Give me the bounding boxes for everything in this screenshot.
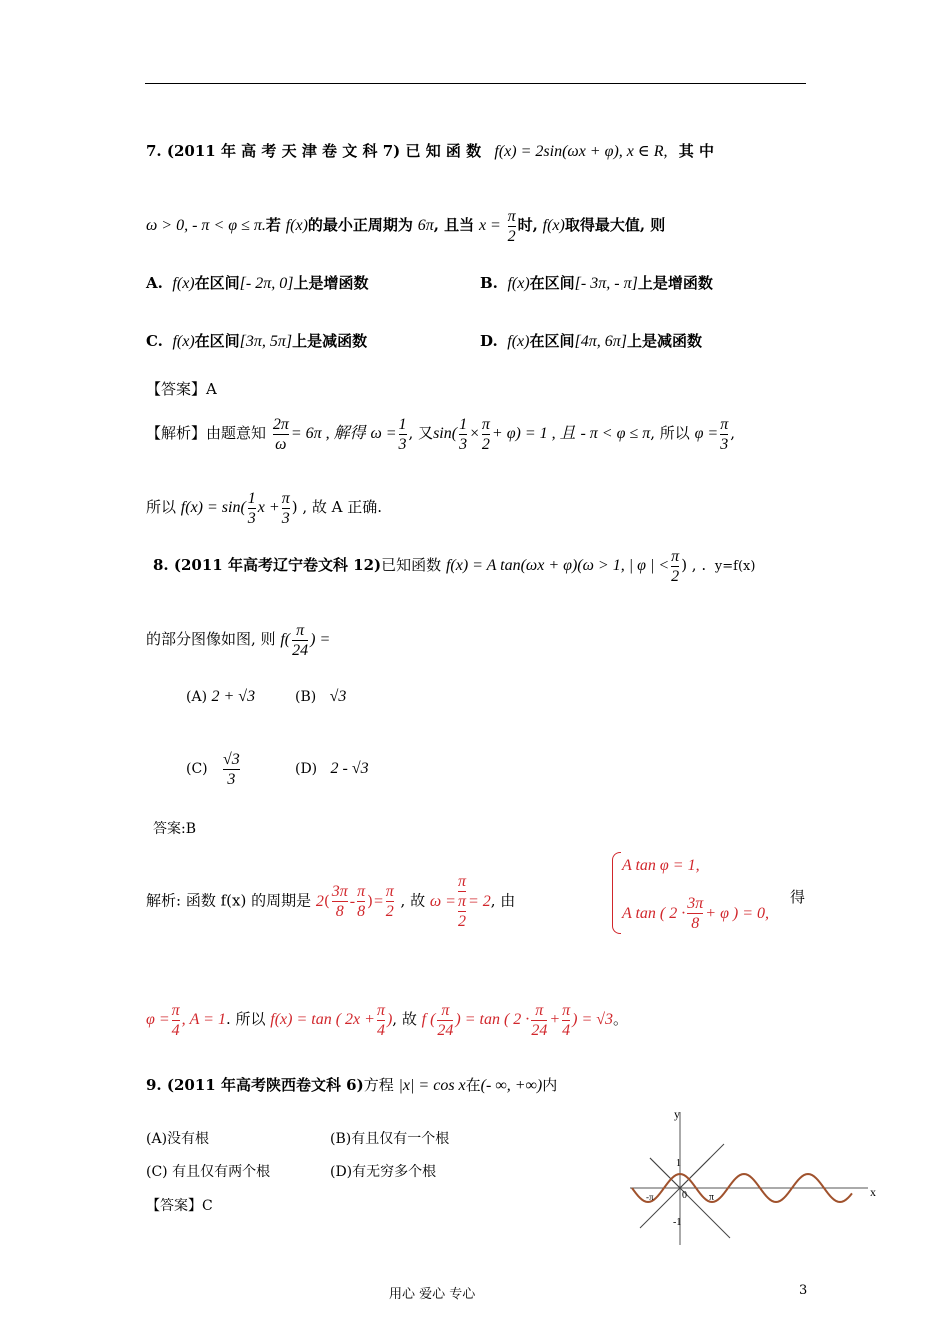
q8-option-c: (C) $\frac{√3}{3}$: [186, 750, 240, 788]
q7-option-b: B. f(x)在区间[- 3π, - π]上是增函数: [480, 274, 713, 292]
q7-solution-cont: 所以 f(x) = sin( $\frac{1}{3}$ x + $\frac{\pi}{3}$ ) , 故 A 正确.: [146, 489, 383, 527]
q9-graph: [620, 1100, 890, 1250]
y-axis-label: y: [674, 1107, 680, 1121]
q7-condition-line: ω > 0, - π < φ ≤ π.若 f(x)的最小正周期为 6π, 且当 x = $\frac{\pi}{2}$ 时, f(x)取得最大值, 则: [146, 207, 666, 245]
q8-header: 8. (2011 年高考辽宁卷文科 12)已知函数 f(x) = A tan(ωx + φ)(ω > 1, | φ | < $\frac{\pi}{2}$ ) , . y=f(x): [153, 547, 756, 585]
page-number: 3: [799, 1283, 808, 1298]
q9-option-d: (D)有无穷多个根: [330, 1164, 437, 1180]
system-eq-1: A tan φ = 1,: [622, 857, 700, 874]
q8-solution-cont: φ = $\frac{\pi}{4}$ , A = 1. 所以 f(x) = tan ( 2x + $\frac{\pi}{4}$ ), 故 f ( $\frac{\pi}{24}$ ) = tan ( 2 · $\frac{\pi}{24}$ + $\frac{\pi}{4}$ ) = √3。: [146, 1001, 629, 1039]
q8-option-b: (B) √3: [295, 688, 347, 705]
footer-slogan: 用心 爱心 专心: [389, 1287, 476, 1302]
q8-answer: 答案:B: [153, 821, 197, 837]
label-pi: π: [709, 1192, 715, 1203]
q9-option-a: (A)没有根: [146, 1131, 210, 1147]
q9-option-c: (C) 有且仅有两个根: [146, 1164, 271, 1180]
q7-option-c: C. f(x)在区间[3π, 5π]上是减函数: [146, 332, 368, 350]
label-neg-one: -1: [673, 1217, 682, 1228]
header-rule: [145, 83, 806, 84]
q7-option-d: D. f(x)在区间[4π, 6π]上是减函数: [480, 332, 702, 350]
label-origin: 0: [682, 1190, 687, 1201]
q9-header: 9. (2011 年高考陕西卷文科 6)方程 |x| = cos x在(- ∞, +∞)内: [146, 1076, 558, 1094]
q9-answer: 【答案】C: [146, 1198, 213, 1214]
q8-solution: 解析: 函数 f(x) 的周期是 2( $\frac{3\pi}{8}$ - $\frac{\pi}{8}$ )= $\frac{\pi}{2}$ , 故 ω = $\frac{\pi}{\frac{\pi}{2}}$ = 2, 由: [146, 873, 516, 930]
equation-system-brace: [612, 852, 621, 934]
label-one: 1: [676, 1158, 681, 1169]
q7-header: 7. (2011 年 高 考 天 津 卷 文 科 7) 已 知 函 数 f(x) = 2sin(ωx + φ), x ∈ R, 其 中: [146, 142, 714, 160]
system-eq-2: A tan ( 2 · $\frac{3\pi}{8}$ + φ ) = 0,: [622, 895, 770, 932]
q7-option-a: A. f(x)在区间[- 2π, 0]上是增函数: [146, 274, 369, 292]
q7-answer: 【答案】A: [146, 380, 217, 398]
q8-question-line: 的部分图像如图, 则 f( $\frac{\pi}{24}$ ) =: [146, 621, 331, 659]
q8-option-d: (D) 2 - √3: [295, 760, 369, 777]
q8-de: 得: [790, 888, 806, 906]
q8-option-a: (A) 2 + √3: [186, 688, 256, 705]
q7-solution: 【解析】由题意知 $\frac{2\pi}{\omega}$ = 6π , 解得 ω = $\frac{1}{3}$ , 又sin( $\frac{1}{3}$ × $\frac{\pi}{2}$ + φ) = 1 , 且 - π < φ ≤ π, 所以 φ = $\frac{\pi}{3}$ ,: [146, 415, 736, 453]
abs-line-upper-right: [680, 1144, 724, 1188]
label-neg-pi: -π: [646, 1192, 654, 1202]
q9-option-b: (B)有且仅有一个根: [330, 1131, 450, 1147]
x-axis-label: x: [870, 1185, 876, 1199]
